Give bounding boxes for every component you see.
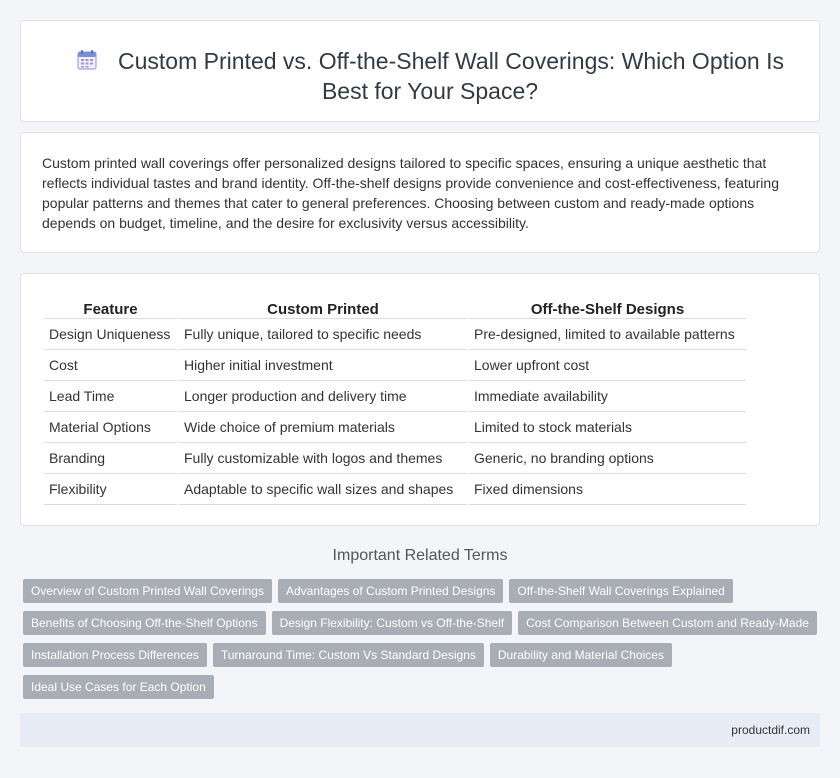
comparison-card [20, 273, 820, 526]
related-terms-list [23, 579, 823, 699]
related-terms-heading: Important Related Terms [332, 547, 508, 564]
feature-cell: Flexibility [44, 474, 177, 505]
related-term-link[interactable]: Design Flexibility: Custom vs Off-the-Shelf [272, 611, 513, 635]
custom-cell: Fully customizable with logos and themes [179, 443, 467, 474]
header-card [20, 20, 820, 122]
table-row [44, 350, 746, 381]
table-row [44, 474, 746, 505]
feature-cell: Material Options [44, 412, 177, 443]
related-term-link[interactable]: Overview of Custom Printed Wall Coverings [23, 579, 272, 603]
custom-cell: Fully unique, tailored to specific needs [179, 319, 467, 350]
shelf-cell: Pre-designed, limited to available patterns [469, 319, 746, 350]
shelf-cell: Limited to stock materials [469, 412, 746, 443]
shelf-cell: Fixed dimensions [469, 474, 746, 505]
table-row [44, 381, 746, 412]
custom-cell: Higher initial investment [179, 350, 467, 381]
table-row [44, 412, 746, 443]
related-term-link[interactable]: Ideal Use Cases for Each Option [23, 675, 214, 699]
header-off-the-shelf: Off-the-Shelf Designs [469, 295, 746, 319]
custom-cell: Longer production and delivery time [179, 381, 467, 412]
table-row [44, 443, 746, 474]
comparison-table [42, 295, 748, 505]
related-term-link[interactable]: Benefits of Choosing Off-the-Shelf Options [23, 611, 266, 635]
header-feature: Feature [44, 295, 177, 319]
related-term-link[interactable]: Cost Comparison Between Custom and Ready-Made [518, 611, 817, 635]
footer [20, 713, 820, 747]
feature-cell: Cost [44, 350, 177, 381]
intro-card [20, 132, 820, 253]
feature-cell: Design Uniqueness [44, 319, 177, 350]
related-term-link[interactable]: Off-the-Shelf Wall Coverings Explained [509, 579, 732, 603]
custom-cell: Adaptable to specific wall sizes and shapes [179, 474, 467, 505]
footer-site-name: productdif.com [731, 723, 810, 737]
feature-cell: Branding [44, 443, 177, 474]
table-header-row [44, 295, 746, 319]
calendar-icon [76, 49, 98, 71]
feature-cell: Lead Time [44, 381, 177, 412]
custom-cell: Wide choice of premium materials [179, 412, 467, 443]
page-title: Custom Printed vs. Off-the-Shelf Wall Coverings: Which Option Is Best for Your Space? [118, 48, 784, 104]
header-custom-printed: Custom Printed [179, 295, 467, 319]
shelf-cell: Lower upfront cost [469, 350, 746, 381]
related-term-link[interactable]: Turnaround Time: Custom Vs Standard Designs [213, 643, 484, 667]
shelf-cell: Immediate availability [469, 381, 746, 412]
related-term-link[interactable]: Installation Process Differences [23, 643, 207, 667]
related-term-link[interactable]: Durability and Material Choices [490, 643, 672, 667]
intro-paragraph: Custom printed wall coverings offer personalized designs tailored to specific spaces, ensuring a unique aesthetic that reflects individual tastes and brand identity. Off-the-shelf designs provide convenience and cost-effectiveness, featuring popular patterns and themes that cater to general preferences. Choosing between custom and ready-made options depends on budget, timeline, and the desire for exclusivity versus accessibility. [42, 155, 779, 231]
table-row [44, 319, 746, 350]
related-term-link[interactable]: Advantages of Custom Printed Designs [278, 579, 503, 603]
shelf-cell: Generic, no branding options [469, 443, 746, 474]
page-title-wrap [61, 46, 799, 106]
